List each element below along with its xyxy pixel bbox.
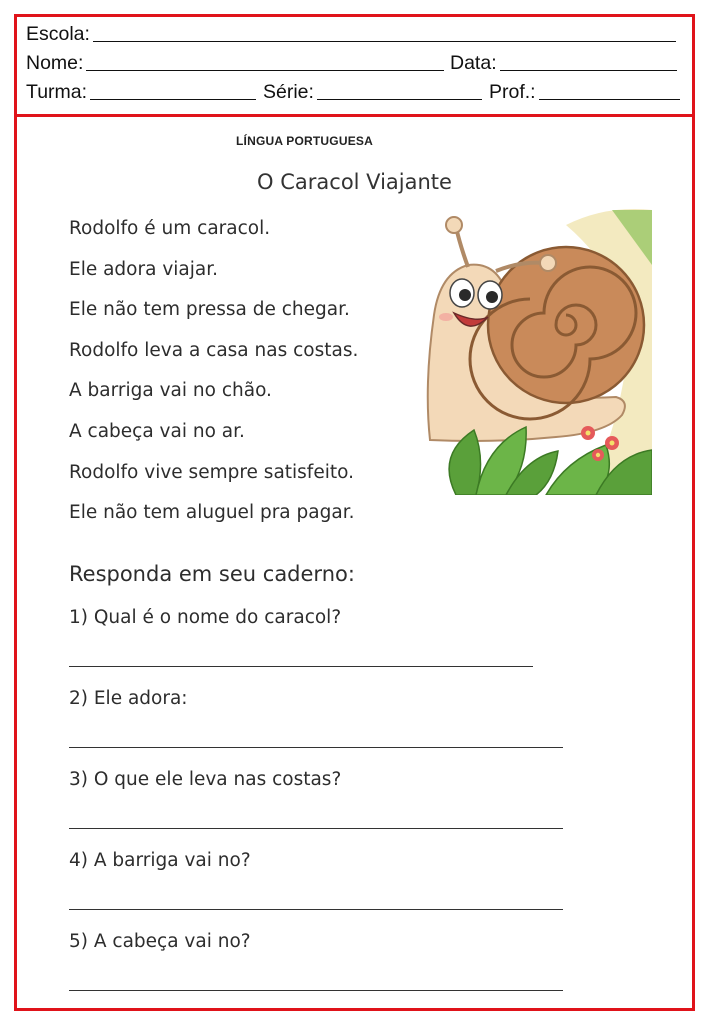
- answer-line-1[interactable]: [69, 666, 533, 667]
- question-3: 3) O que ele leva nas costas?: [69, 769, 342, 790]
- answer-line-4[interactable]: [69, 909, 563, 910]
- poem-line: A cabeça vai no ar.: [69, 421, 245, 442]
- question-1: 1) Qual é o nome do caracol?: [69, 607, 342, 628]
- poem-line: Rodolfo vive sempre satisfeito.: [69, 462, 354, 483]
- instructions-heading: Responda em seu caderno:: [69, 562, 355, 586]
- title-text: O Caracol Viajante: [257, 170, 452, 194]
- poem-line: A barriga vai no chão.: [69, 380, 272, 401]
- teacher-field[interactable]: [489, 80, 680, 104]
- class-blank[interactable]: [90, 99, 256, 100]
- poem-line: Ele não tem aluguel pra pagar.: [69, 502, 355, 523]
- school-label: Escola:: [26, 23, 90, 45]
- grade-blank[interactable]: [317, 99, 482, 100]
- poem-line: Rodolfo é um caracol.: [69, 218, 271, 239]
- grade-label: Série:: [263, 81, 314, 103]
- poem-line: Rodolfo leva a casa nas costas.: [69, 340, 359, 361]
- poem-line: Ele adora viajar.: [69, 259, 219, 280]
- class-field[interactable]: [26, 80, 256, 104]
- date-field[interactable]: [450, 51, 677, 75]
- school-field[interactable]: [26, 22, 676, 46]
- answer-line-5[interactable]: [69, 990, 563, 991]
- poem-line: Ele não tem pressa de chegar.: [69, 299, 350, 320]
- name-label: Nome:: [26, 52, 84, 74]
- teacher-label: Prof.:: [489, 81, 536, 103]
- name-blank[interactable]: [86, 70, 444, 71]
- grade-field[interactable]: [263, 80, 482, 104]
- class-label: Turma:: [26, 81, 88, 103]
- answer-line-3[interactable]: [69, 828, 563, 829]
- snail-illustration: [416, 205, 652, 495]
- question-5: 5) A cabeça vai no?: [69, 931, 251, 952]
- date-label: Data:: [450, 52, 497, 74]
- name-field[interactable]: [26, 51, 444, 75]
- teacher-blank[interactable]: [539, 99, 680, 100]
- question-4: 4) A barriga vai no?: [69, 850, 251, 871]
- school-blank[interactable]: [93, 41, 676, 42]
- question-2: 2) Ele adora:: [69, 688, 188, 709]
- subject-heading: LÍNGUA PORTUGUESA: [236, 134, 373, 148]
- answer-line-2[interactable]: [69, 747, 563, 748]
- page-title: [0, 170, 709, 194]
- date-blank[interactable]: [500, 70, 677, 71]
